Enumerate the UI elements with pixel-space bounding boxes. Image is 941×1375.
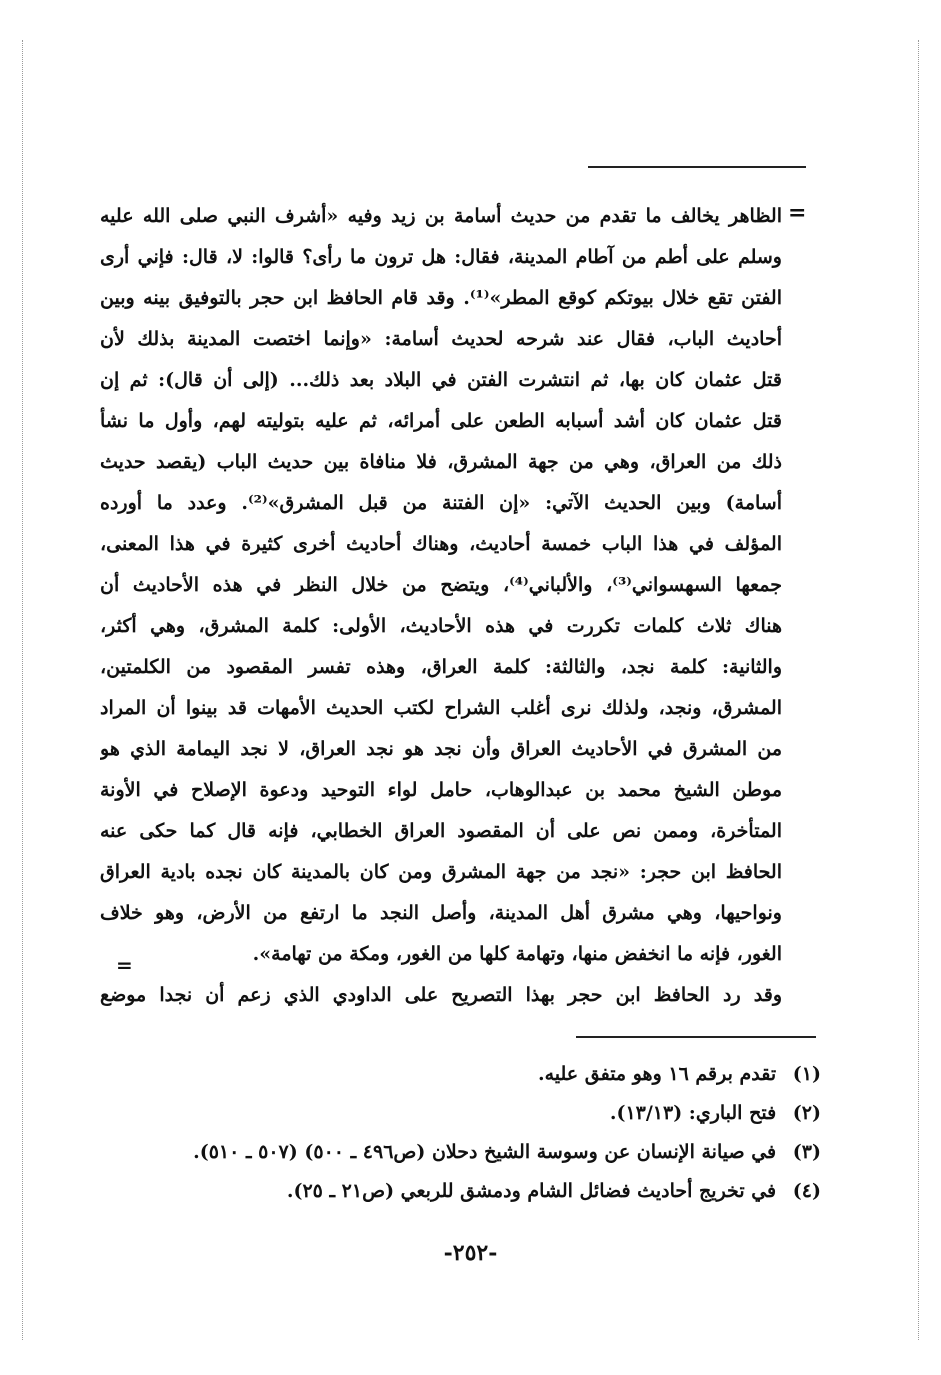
- footnote-rule: [576, 1036, 816, 1038]
- body-line: وقد رد الحافظ ابن حجر بهذا التصريح على الداودي الذي زعم أن نجدا موضع: [100, 984, 782, 1006]
- footnote-text: في تخريج أحاديث فضائل الشام ودمشق للربعي (ص٢١ ـ ٢٥).: [286, 1180, 777, 1202]
- body-line: المتأخرة، وممن نص على أن المقصود العراق الخطابي، فإنه قال كما حكى عنه: [100, 820, 782, 842]
- body-text: [100, 196, 782, 1016]
- page-number: -٢٥٢-: [443, 1240, 498, 1266]
- body-line: الغور، فإنه ما انخفض منها، وتهامة كلها من الغور، ومكة من تهامة».: [252, 943, 782, 965]
- body-line: جمعها السهسواني⁽³⁾، والألباني⁽⁴⁾، ويتضح من خلال النظر في هذه الأحاديث أن: [100, 574, 782, 596]
- body-line: موطن الشيخ محمد بن عبدالوهاب، حامل لواء التوحيد ودعوة الإصلاح في الأونة: [100, 779, 782, 801]
- footnote-text: فتح الباري: (١٣/١٣).: [609, 1102, 777, 1124]
- body-line: الحافظ ابن حجر: «نجد من جهة المشرق ومن كان بالمدينة كان نجده بادية العراق: [100, 861, 782, 883]
- scan-margin-right: [918, 40, 920, 1340]
- body-line: المشرق، ونجد، ولذلك نرى أغلب الشراح لكتب الحديث الأمهات قد بينوا أن المراد: [100, 697, 782, 719]
- footnotes: [181, 1055, 821, 1211]
- body-line: والثانية: كلمة نجد، والثالثة: كلمة العراق، وهذه تفسر المقصود من الكلمتين،: [100, 656, 782, 678]
- footnote-number: (٢): [792, 1102, 821, 1124]
- body-line: أسامة) وبين الحديث الآتي: «إن الفتنة من قبل المشرق»⁽²⁾. وعدد ما أورده: [100, 492, 782, 514]
- body-line: من المشرق في الأحاديث العراق وأن نجد هو نجد العراق، لا نجد اليمامة الذي هو: [100, 738, 782, 760]
- body-line: وسلم على أطم من آطام المدينة، فقال: هل ترون ما رأى؟ قالوا: لا، قال: فإني أرى: [100, 246, 782, 268]
- body-line: المؤلف في هذا الباب خمسة أحاديث، وهناك أحاديث أخرى كثيرة في هذا المعنى،: [100, 533, 782, 555]
- continuation-end-mark: =: [116, 953, 133, 977]
- footnote-text: تقدم برقم ١٦ وهو متفق عليه.: [537, 1063, 777, 1085]
- footnote: [181, 1172, 821, 1211]
- footnote-text: في صيانة الإنسان عن وسوسة الشيخ دحلان (ص٤٩٦ ـ ٥٠٠) (٥٠٧ ـ ٥١٠).: [193, 1141, 777, 1163]
- body-line: ونواحيها، وهي مشرق أهل المدينة، وأصل النجد ما ارتفع من الأرض، وهو خلاف: [100, 902, 782, 924]
- body-line: أحاديث الباب، فقال عند شرحه لحديث أسامة: «وإنما اختصت المدينة بذلك لأن: [100, 328, 782, 350]
- scan-margin-left: [22, 40, 24, 1340]
- continuation-mark: =: [788, 200, 807, 226]
- footnote: [181, 1094, 821, 1133]
- body-line: قتل عثمان كان أشد أسبابه الطعن على أمرائه، ثم عليه بتوليته لهم، وأول ما نشأ: [100, 410, 782, 432]
- footnote: [181, 1133, 821, 1172]
- body-line: الظاهر يخالف ما تقدم من حديث أسامة بن زيد وفيه «أشرف النبي صلى الله عليه: [100, 205, 782, 227]
- body-line: قتل عثمان كان بها، ثم انتشرت الفتن في البلاد بعد ذلك... (إلى أن قال): ثم إن: [100, 369, 782, 391]
- footnote: [181, 1055, 821, 1094]
- footnote-number: (٣): [792, 1141, 821, 1163]
- footnote-number: (٤): [792, 1180, 821, 1202]
- body-line: الفتن تقع خلال بيوتكم كوقع المطر»⁽¹⁾. وقد قام الحافظ ابن حجر بالتوفيق بينه وبين: [100, 287, 782, 309]
- body-line: ذلك من العراق، وهي من جهة المشرق، فلا منافاة بين حديث الباب (يقصد حديث: [100, 451, 782, 473]
- top-rule: [588, 166, 806, 168]
- footnote-number: (١): [792, 1063, 821, 1085]
- body-line: هناك ثلاث كلمات تكررت في هذه الأحاديث، الأولى: كلمة المشرق، وهي أكثر،: [100, 615, 782, 637]
